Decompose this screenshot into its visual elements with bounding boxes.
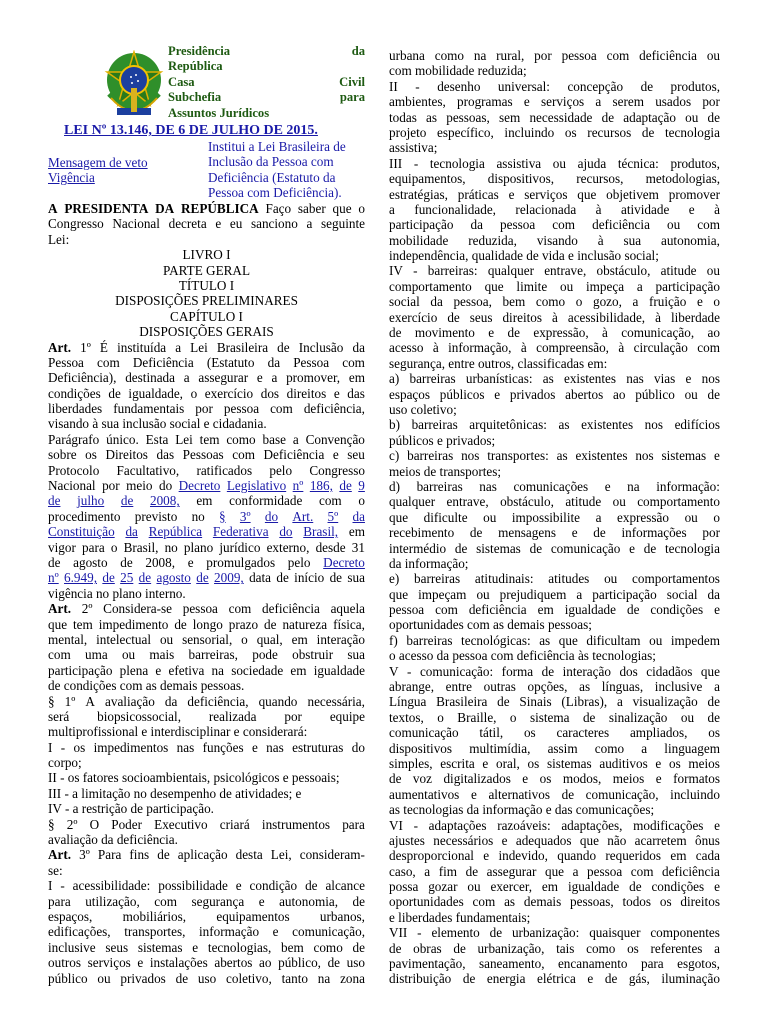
- text-line: público ou privados de uso coletivo, tanto na zona: [48, 970, 365, 986]
- text-line: para utilização, com segurança e autonomia, de: [48, 893, 365, 909]
- text-line: dispositivos multimídia, assim como a linguagem: [389, 740, 720, 756]
- text-line: a funcionalidade, relacionada à atividade e à: [389, 201, 720, 217]
- brazil-coat-of-arms-icon: [103, 50, 165, 122]
- text-line: f) barreiras tecnológicas: as que dificultam ou impedem: [389, 632, 720, 648]
- text-line: independência, qualidade de vida e inclusão social;: [389, 248, 659, 264]
- text-line: espaços, mobiliários, equipamentos urbanos,: [48, 908, 365, 924]
- text-line: vigência no plano interno.: [48, 585, 186, 601]
- ementa: [208, 139, 365, 201]
- text-line: será biopsicossocial, realizada por equipe: [48, 708, 365, 724]
- text-line: b) barreiras arquitetônicas: as existentes nos edifícios: [389, 417, 720, 433]
- text-line: espaços públicos e privados abertos ao público ou de: [389, 386, 720, 402]
- text-line: corpo;: [48, 755, 82, 771]
- text-line: DISPOSIÇÕES PRELIMINARES: [115, 293, 298, 309]
- text-line: com mobilidade reduzida;: [389, 63, 527, 79]
- text-line: e) barreiras atitudinais: atitudes ou comportamentos: [389, 571, 720, 587]
- text-line: acesso à informação, à compreensão, à circulação com: [389, 340, 720, 356]
- org-line: Casa Civil: [168, 74, 365, 89]
- text-line: procedimento previsto no § 3º do Art. 5º da: [48, 508, 365, 524]
- text-line: avaliação da deficiência.: [48, 832, 178, 848]
- text-line: Parágrafo único. Esta Lei tem como base a Convenção: [48, 431, 365, 447]
- text-line: participação da pessoa com deficiência ou com: [389, 217, 720, 233]
- text-line: caso, a fim de assegurar que a pessoa com deficiência: [389, 863, 720, 879]
- text-line: Língua Brasileira de Sinais (Libras), a visualização de: [389, 694, 720, 710]
- text-line: condições de igualdade, o exercício dos direitos e das: [48, 385, 365, 401]
- text-line: de condições com as demais pessoas.: [48, 678, 245, 694]
- org-line: República: [168, 59, 223, 74]
- text-line: mobilidade reduzida, visando à sua autonomia,: [389, 232, 720, 248]
- text-line: nº 6.949, de 25 de agosto de 2009, data de início de sua: [48, 570, 365, 586]
- text-line: Nacional por meio do Decreto Legislativo nº 186, de 9: [48, 478, 365, 494]
- text-line: simples, escrita e oral, os sistemas auditivos e os meios: [389, 755, 720, 771]
- text-line: pavimentação, saneamento, encanamento para esgotos,: [389, 956, 720, 972]
- text-line: V - comunicação: forma de interação dos cidadãos que: [389, 663, 720, 679]
- text-line: vigor para o Brasil, no plano jurídico externo, desde 31: [48, 539, 365, 555]
- org-line: Presidência da: [168, 44, 365, 58]
- text-line: Art. 1º É instituída a Lei Brasileira de Inclusão da: [48, 339, 365, 355]
- text-line: desproporcional e indevido, quando requeridos em cada: [389, 848, 720, 864]
- text-line: ajustes necessários e adequados que não acarretem ônus: [389, 832, 720, 848]
- text-line: com uma ou mais barreiras, pode obstruir sua: [48, 647, 365, 663]
- ementa-line: Inclusão da Pessoa com: [208, 154, 334, 170]
- text-line: possa gozar ou exercer, em igualdade de condições e: [389, 879, 720, 895]
- text-line: oportunidades com as demais pessoas;: [389, 617, 592, 633]
- ementa-line: Deficiência (Estatuto da: [208, 169, 336, 185]
- text-line: d) barreiras nas comunicações e na informação:: [389, 478, 720, 494]
- text-line: Constituição da República Federativa do Brasil, em: [48, 524, 365, 540]
- text-line: participação plena e efetiva na sociedade em igualdade: [48, 662, 365, 678]
- text-line: III - a limitação no desempenho de atividades; e: [48, 785, 302, 801]
- text-line: Protocolo Facultativo, ratificados pelo Congresso: [48, 462, 365, 478]
- text-line: PARTE GERAL: [162, 262, 250, 278]
- text-line: social da pessoa, bem como o gozo, a fruição e o: [389, 294, 720, 310]
- text-line: II - desenho universal: concepção de produtos,: [389, 78, 720, 94]
- text-line: c) barreiras nos transportes: as existentes nos sistemas e: [389, 448, 720, 464]
- text-line: IV - barreiras: qualquer entrave, obstáculo, atitude ou: [389, 263, 720, 279]
- left-column: [48, 201, 365, 986]
- text-line: que impeçam ou prejudiquem a participação social da: [389, 586, 720, 602]
- text-line: se:: [48, 862, 63, 878]
- text-line: Congresso Nacional decreta e eu sanciono a seguinte: [48, 216, 365, 232]
- text-line: LIVRO I: [182, 247, 231, 263]
- text-line: da informação;: [389, 555, 469, 571]
- text-line: a) barreiras urbanísticas: as existentes nas vias e nos: [389, 371, 720, 387]
- right-column: [389, 48, 720, 987]
- text-line: inclusive seus sistemas e tecnologias, bem como de: [48, 939, 365, 955]
- text-line: estratégias, práticas e serviços que objetivem promover: [389, 186, 720, 202]
- header-links: [48, 155, 198, 186]
- text-line: oportunidades com as demais pessoas, todos os direitos: [389, 894, 720, 910]
- text-line: abrange, entre outras opções, as línguas, inclusive a: [389, 679, 720, 695]
- text-line: II - os fatores socioambientais, psicológicos e pessoais;: [48, 770, 340, 786]
- text-line: Pessoa com Deficiência (Estatuto da Pessoa com: [48, 354, 365, 370]
- text-line: VI - adaptações razoáveis: adaptações, modificações e: [389, 817, 720, 833]
- text-line: recebimento de mensagens e de informações por: [389, 525, 720, 541]
- text-line: de agosto de 2008, e promulgados pelo Decreto: [48, 554, 365, 570]
- text-line: pessoa com deficiência em igualdade de condições e: [389, 602, 720, 618]
- text-line: que dificulte ou impossibilite a expressão ou o: [389, 509, 720, 525]
- text-line: todas as pessoas, sem necessidade de adaptação ou de: [389, 109, 720, 125]
- text-line: § 2º O Poder Executivo criará instrumentos para: [48, 816, 365, 832]
- text-line: VII - elemento de urbanização: quaisquer componentes: [389, 925, 720, 941]
- text-line: as tecnologias da informação e das comunicações;: [389, 802, 655, 818]
- text-line: Art. 2º Considera-se pessoa com deficiência aquela: [48, 601, 365, 617]
- text-line: Art. 3º Para fins de aplicação desta Lei, consideram-: [48, 847, 365, 863]
- text-line: CAPÍTULO I: [170, 308, 243, 324]
- text-line: segurança, entre outros, classificadas em:: [389, 355, 608, 371]
- vigencia-link[interactable]: Vigência: [48, 170, 95, 186]
- text-line: que tem impedimento de longo prazo de natureza física,: [48, 616, 365, 632]
- text-line: uso coletivo;: [389, 401, 457, 417]
- text-line: comportamento que limite ou impeça a participação: [389, 278, 720, 294]
- text-line: de obras de urbanização, tais como os referentes a: [389, 940, 720, 956]
- text-line: Lei:: [48, 231, 70, 247]
- text-line: liberdades fundamentais por pessoa com deficiência,: [48, 401, 365, 417]
- text-line: projeto específico, incluindo os recursos de tecnologia: [389, 124, 720, 140]
- ementa-line: Pessoa com Deficiência).: [208, 185, 342, 201]
- text-line: e liberdades fundamentais;: [389, 909, 531, 925]
- text-line: A PRESIDENTA DA REPÚBLICA Faço saber que o: [48, 201, 365, 216]
- text-line: aumentativos e alternativos de comunicação, incluindo: [389, 786, 720, 802]
- text-line: textos, o Braille, o sistema de sinalização ou de: [389, 709, 720, 725]
- text-line: públicos e privados;: [389, 432, 496, 448]
- org-line: Subchefia para: [168, 90, 365, 105]
- text-line: meios de transportes;: [389, 463, 502, 479]
- ementa-line: Institui a Lei Brasileira de: [208, 139, 346, 154]
- text-line: III - tecnologia assistiva ou ajuda técnica: produtos,: [389, 155, 720, 171]
- text-line: sobre os Direitos das Pessoas com Deficiência e seu: [48, 447, 365, 463]
- text-line: qualquer entrave, obstáculo, atitude ou comportamento: [389, 494, 720, 510]
- text-line: comunicação tátil, os caracteres ampliados, os: [389, 725, 720, 741]
- text-line: assistiva;: [389, 140, 438, 156]
- text-line: Deficiência), destinada a assegurar e a promover, em: [48, 370, 365, 386]
- text-line: DISPOSIÇÕES GERAIS: [139, 324, 274, 340]
- text-line: urbana como na rural, por pessoa com deficiência ou: [389, 48, 720, 63]
- org-line: Assuntos Jurídicos: [168, 105, 270, 120]
- text-line: o acesso da pessoa com deficiência às tecnologias;: [389, 648, 656, 664]
- text-line: IV - a restrição de participação.: [48, 801, 214, 817]
- text-line: § 1º A avaliação da deficiência, quando necessária,: [48, 693, 365, 709]
- text-line: de voz digitalizados e os modos, meios e formatos: [389, 771, 720, 787]
- text-line: edificações, transportes, informação e comunicação,: [48, 924, 365, 940]
- text-line: outros serviços e instalações abertos ao público, de uso: [48, 955, 365, 971]
- text-line: intermédio de sistemas de comunicação e de tecnologia: [389, 540, 720, 556]
- text-line: I - acessibilidade: possibilidade e condição de alcance: [48, 878, 365, 894]
- text-line: mental, intelectual ou sensorial, o qual, em interação: [48, 631, 365, 647]
- org-header: [168, 44, 365, 121]
- veto-message-link[interactable]: Mensagem de veto: [48, 155, 148, 170]
- text-line: equipamentos, dispositivos, recursos, metodologias,: [389, 171, 720, 187]
- text-line: TÍTULO I: [178, 277, 235, 293]
- text-line: visando à sua inclusão social e cidadania.: [48, 416, 267, 432]
- text-line: distribuição de energia elétrica e de gás, iluminação: [389, 971, 720, 987]
- text-line: exercício de seus direitos à acessibilidade, à liberdade: [389, 309, 720, 325]
- text-line: multiprofissional e interdisciplinar e considerará:: [48, 724, 308, 740]
- text-line: ambientes, programas e serviços a serem usados por: [389, 94, 720, 110]
- law-title-link[interactable]: LEI Nº 13.146, DE 6 DE JULHO DE 2015.: [64, 123, 318, 138]
- text-line: de julho de 2008, em conformidade com o: [48, 493, 365, 509]
- text-line: de movimento e de expressão, à comunicação, ao: [389, 325, 720, 341]
- text-line: I - os impedimentos nas funções e nas estruturas do: [48, 739, 365, 755]
